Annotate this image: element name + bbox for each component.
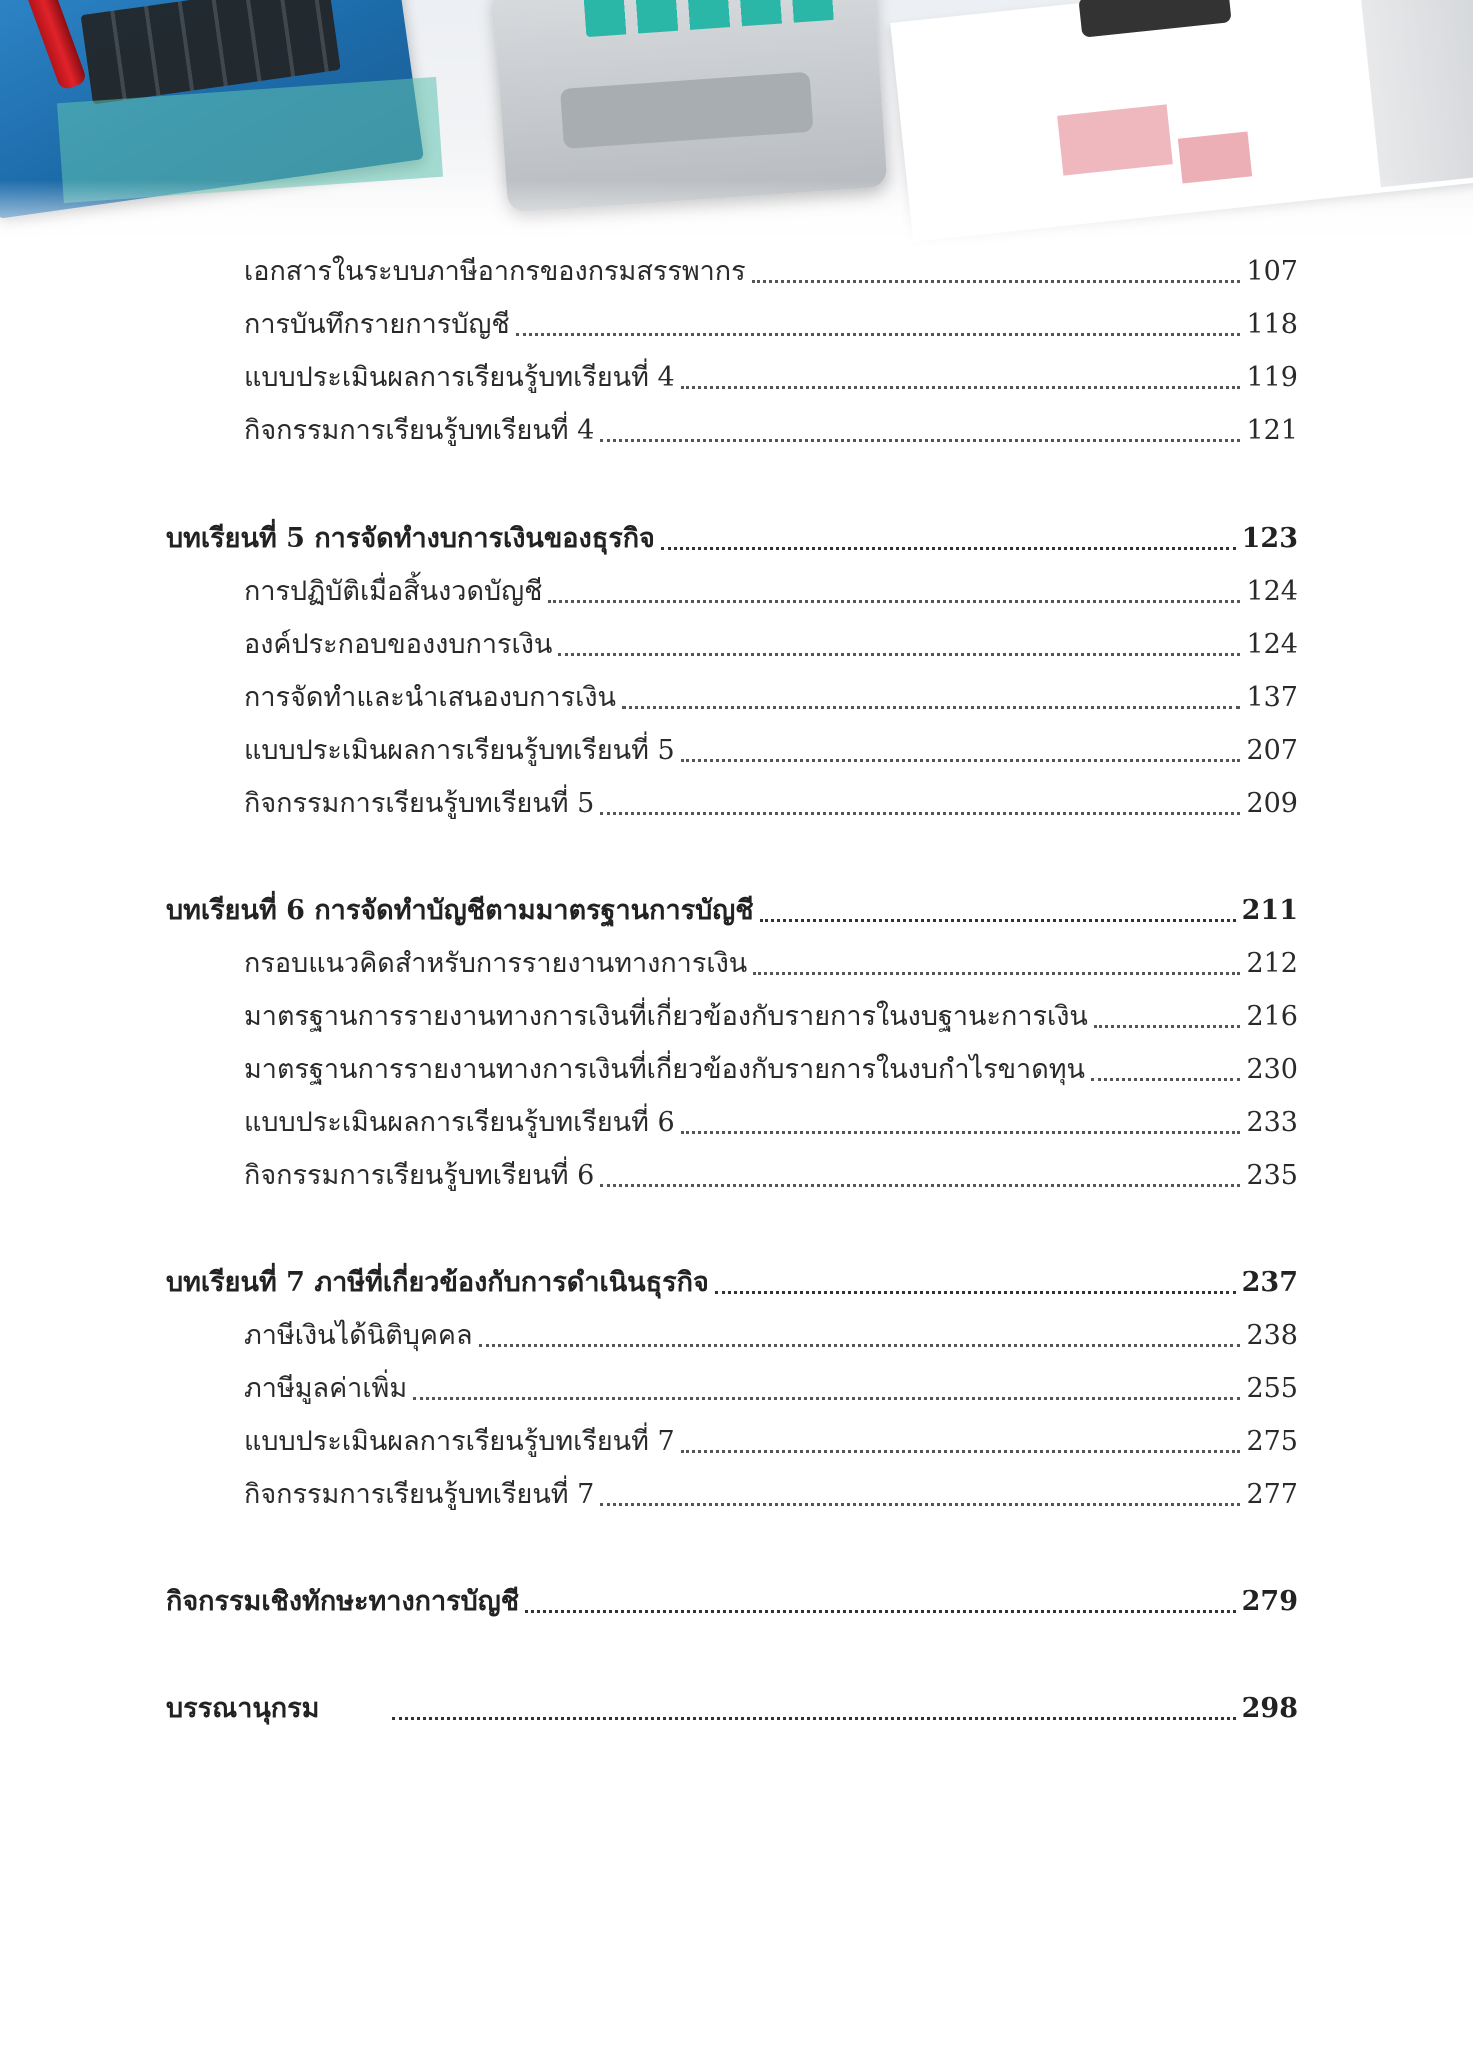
toc-entry-page: 137 (1246, 682, 1298, 713)
toc-chapter-title: บทเรียนที่ 6 การจัดทำบัญชีตามมาตรฐานการบัญชี (166, 895, 754, 926)
toc-entry-page: 275 (1246, 1426, 1298, 1457)
toc-entry-title: กิจกรรมการเรียนรู้บทเรียนที่ 5 (244, 788, 595, 819)
toc-entry-page: 121 (1246, 415, 1298, 446)
toc-entry-title: การปฏิบัติเมื่อสิ้นงวดบัญชี (244, 576, 543, 607)
toc-entry (244, 1048, 1298, 1092)
toc-chapter-page: 123 (1241, 523, 1298, 554)
toc-entry-title: มาตรฐานการรายงานทางการเงินที่เกี่ยวข้องกับรายการในงบกำไรขาดทุน (244, 1054, 1085, 1085)
toc-chapter-title: บรรณานุกรม (166, 1693, 320, 1724)
dot-leader (1094, 1025, 1241, 1028)
dot-leader (600, 812, 1240, 815)
toc-entry-title: การจัดทำและนำเสนองบการเงิน (244, 682, 616, 713)
toc-entry (244, 1314, 1298, 1358)
toc-entry-title: กิจกรรมการเรียนรู้บทเรียนที่ 4 (244, 415, 595, 446)
toc-entry (244, 1367, 1298, 1411)
toc-entry (244, 1154, 1298, 1198)
dot-leader (516, 333, 1241, 336)
toc-entry-title: มาตรฐานการรายงานทางการเงินที่เกี่ยวข้องกับรายการในงบฐานะการเงิน (244, 1001, 1088, 1032)
toc-entry (244, 303, 1298, 347)
toc-entry-page: 212 (1246, 948, 1298, 979)
dot-leader (681, 1131, 1241, 1134)
toc-chapter-page: 279 (1241, 1586, 1298, 1617)
toc-chapter-page: 237 (1241, 1267, 1298, 1298)
toc-entry (244, 250, 1298, 294)
toc-chapter (166, 517, 1298, 561)
toc-entry (244, 1473, 1298, 1517)
toc-entry (244, 782, 1298, 826)
toc-entry (244, 1420, 1298, 1464)
toc-entry-title: การบันทึกรายการบัญชี (244, 309, 510, 340)
toc-entry-page: 207 (1246, 735, 1298, 766)
dot-leader (558, 653, 1240, 656)
dot-leader (600, 439, 1240, 442)
dot-leader (661, 547, 1236, 550)
toc-entry-page: 124 (1246, 576, 1298, 607)
toc-entry-page: 209 (1246, 788, 1298, 819)
toc-entry (244, 356, 1298, 400)
toc-entry-page: 238 (1246, 1320, 1298, 1351)
toc-chapter (166, 1687, 1298, 1731)
toc-entry-title: กรอบแนวคิดสำหรับการรายงานทางการเงิน (244, 948, 748, 979)
toc-entry-title: องค์ประกอบของงบการเงิน (244, 629, 553, 660)
toc-entry-title: กิจกรรมการเรียนรู้บทเรียนที่ 7 (244, 1479, 595, 1510)
chart-bar-image (1178, 131, 1252, 183)
toc-chapter (166, 889, 1298, 933)
toc-entry-page: 235 (1246, 1160, 1298, 1191)
toc-chapter (166, 1261, 1298, 1305)
toc-entry-title: กิจกรรมการเรียนรู้บทเรียนที่ 6 (244, 1160, 595, 1191)
toc-chapter (166, 1580, 1298, 1624)
toc-entry-page: 255 (1246, 1373, 1298, 1404)
dot-leader (600, 1184, 1240, 1187)
toc-entry (244, 409, 1298, 453)
toc-entry-page: 230 (1246, 1054, 1298, 1085)
dot-leader (525, 1610, 1236, 1613)
toc-entry (244, 1101, 1298, 1145)
toc-entry-page: 119 (1246, 362, 1298, 393)
toc-entry-title: แบบประเมินผลการเรียนรู้บทเรียนที่ 4 (244, 362, 675, 393)
toc-entry-page: 233 (1246, 1107, 1298, 1138)
toc-entry-page: 118 (1246, 309, 1298, 340)
toc-chapter-page: 298 (1241, 1693, 1298, 1724)
dot-leader (681, 386, 1241, 389)
header-photo (0, 0, 1473, 250)
toc-entry-page: 124 (1246, 629, 1298, 660)
toc-entry (244, 942, 1298, 986)
toc-entry-title: แบบประเมินผลการเรียนรู้บทเรียนที่ 5 (244, 735, 675, 766)
toc-entry-title: เอกสารในระบบภาษีอากรของกรมสรรพากร (244, 256, 746, 287)
toc-entry (244, 570, 1298, 614)
toc-entry-title: ภาษีมูลค่าเพิ่ม (244, 1373, 408, 1404)
toc-chapter-page: 211 (1241, 895, 1298, 926)
dot-leader (760, 919, 1236, 922)
toc-entry (244, 676, 1298, 720)
dot-leader (715, 1291, 1236, 1294)
toc-entry-title: ภาษีเงินได้นิติบุคคล (244, 1320, 473, 1351)
toc-entry-title: แบบประเมินผลการเรียนรู้บทเรียนที่ 7 (244, 1426, 675, 1457)
dot-leader (681, 759, 1241, 762)
dot-leader (479, 1344, 1241, 1347)
toc-entry-title: แบบประเมินผลการเรียนรู้บทเรียนที่ 6 (244, 1107, 675, 1138)
dot-leader (752, 280, 1241, 283)
dot-leader (1091, 1078, 1240, 1081)
toc-entry (244, 623, 1298, 667)
toc-entry-page: 107 (1246, 256, 1298, 287)
dot-leader (753, 972, 1240, 975)
chart-bar-image (1057, 104, 1173, 175)
toc-entry-page: 216 (1246, 1001, 1298, 1032)
dot-leader (413, 1397, 1240, 1400)
dot-leader (681, 1450, 1241, 1453)
toc-entry (244, 729, 1298, 773)
dot-leader (392, 1717, 1236, 1720)
toc-entry-page: 277 (1246, 1479, 1298, 1510)
dot-leader (548, 600, 1240, 603)
toc-chapter-title: กิจกรรมเชิงทักษะทางการบัญชี (166, 1586, 520, 1617)
toc-chapter-title: บทเรียนที่ 7 ภาษีที่เกี่ยวข้องกับการดำเนินธุรกิจ (166, 1267, 709, 1298)
dot-leader (600, 1503, 1240, 1506)
dot-leader (622, 706, 1240, 709)
toc-chapter-title: บทเรียนที่ 5 การจัดทำงบการเงินของธุรกิจ (166, 523, 655, 554)
toc-entry (244, 995, 1298, 1039)
